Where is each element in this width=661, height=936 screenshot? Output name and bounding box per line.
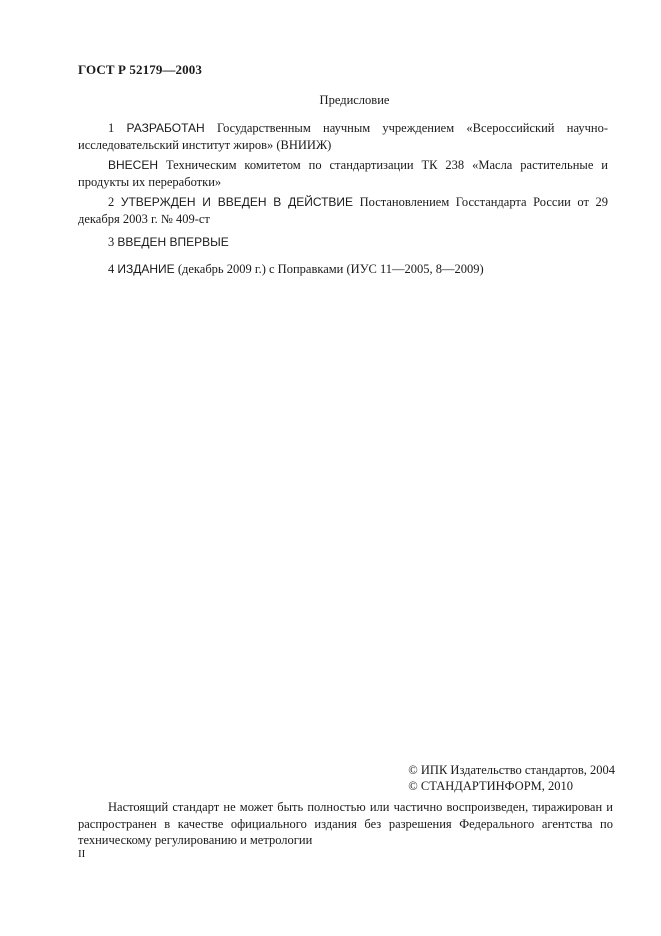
- item-text: Техническим комитетом по стандартизации ТК 238 «Масла растительные и продукты их переработки»: [78, 158, 608, 189]
- item-keyword: ИЗДАНИЕ: [117, 262, 175, 276]
- item-text: Государственным научным учреждением «Всероссийский научно-исследовательский институт жиров» (ВНИИЖ): [78, 121, 608, 152]
- item-text: Постановлением Госстандарта России от 29 декабря 2003 г. № 409-ст: [78, 195, 609, 226]
- item-keyword: РАЗРАБОТАН: [126, 121, 205, 135]
- copyright-block: [408, 762, 615, 794]
- item-keyword: ВВЕДЕН ВПЕРВЫЕ: [117, 235, 229, 249]
- reproduction-notice: Настоящий стандарт не может быть полностью или частично воспроизведен, тиражирован и распространен в качестве официального издания без разрешения Федерального агентства по техническому регулированию и метрологии: [78, 800, 613, 847]
- item-keyword: ВНЕСЕН: [108, 158, 159, 172]
- copyright-line-publisher: © ИПК Издательство стандартов, 2004: [408, 763, 615, 777]
- item-number: 1: [108, 121, 127, 135]
- foreword-item-first-introduced: [78, 234, 608, 251]
- foreword-item-developed: [78, 120, 608, 153]
- item-number: 4: [108, 262, 118, 276]
- copyright-line-standartinform: © СТАНДАРТИНФОРМ, 2010: [408, 779, 574, 793]
- page-number: II: [78, 848, 86, 860]
- foreword-item-edition: [78, 261, 608, 278]
- item-number: 3: [108, 235, 118, 249]
- document-code: ГОСТ Р 52179—2003: [78, 62, 202, 77]
- foreword-item-introduced: [78, 157, 608, 190]
- foreword-item-approved: [78, 194, 608, 227]
- item-text: (декабрь 2009 г.) с Поправками (ИУС 11—2005, 8—2009): [174, 262, 484, 276]
- item-keyword: УТВЕРЖДЕН И ВВЕДЕН В ДЕЙСТВИЕ: [120, 195, 354, 209]
- item-number: 2: [108, 195, 121, 209]
- foreword-title: Предисловие: [319, 93, 390, 107]
